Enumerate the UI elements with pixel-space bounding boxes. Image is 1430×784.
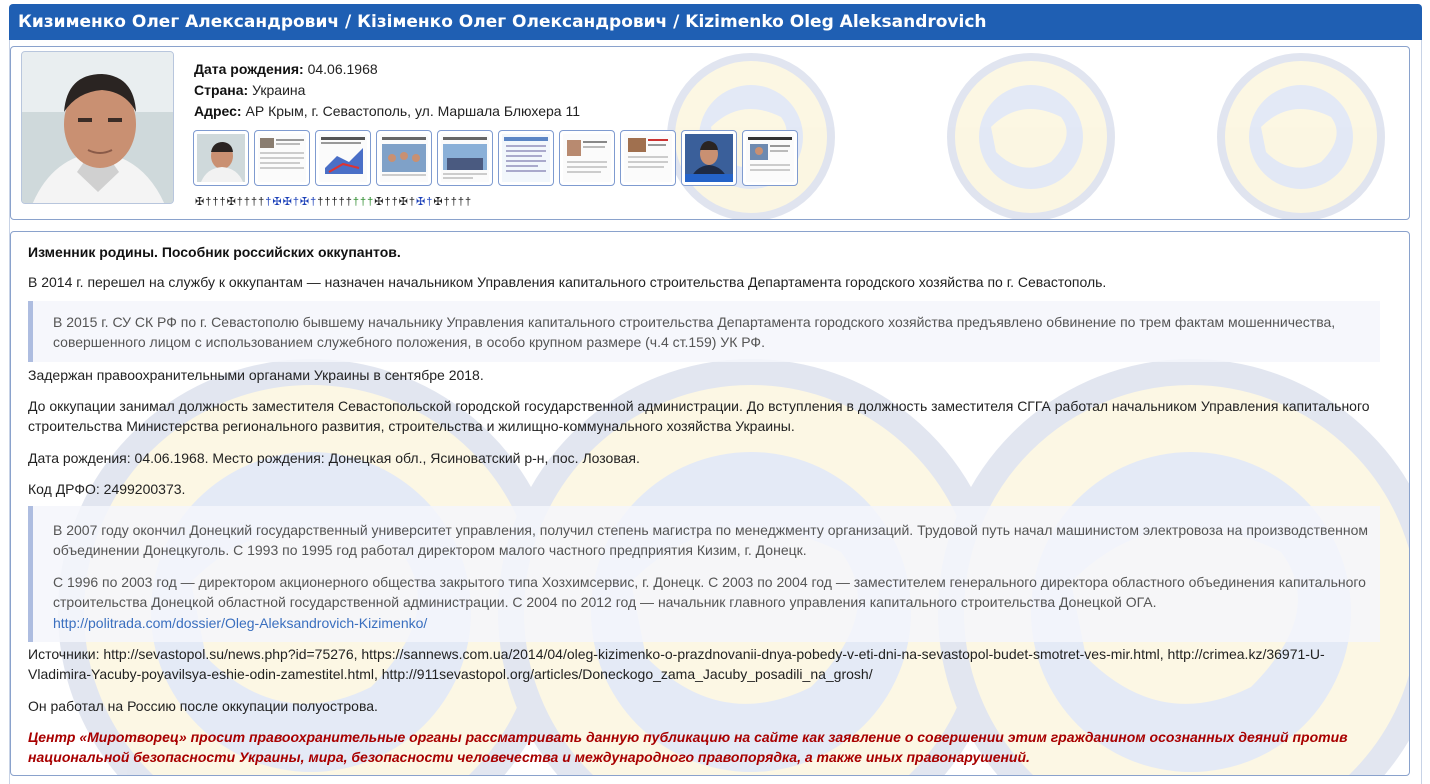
profile-info xyxy=(194,59,580,122)
blockquote-charges xyxy=(28,301,1380,362)
document-thumbnail-icon xyxy=(563,134,611,182)
person-photo-icon xyxy=(197,134,245,182)
profile-photo[interactable] xyxy=(21,51,174,204)
cross-group: ✠†††✠†††† xyxy=(195,196,266,208)
document-thumbnail-icon xyxy=(258,134,306,182)
document-thumbnail-icon xyxy=(502,134,550,182)
quote-text: С 1996 по 2003 год — директором акционерного общества закрытого типа Хозхимсервис, г. Донецк. С 2003 по 2004 год — заместителем генерального директора областного объединения капитального строительства Донецкой областной государственной администрации. С 2004 по 2012 год — начальник главного управления капитального строительства Донецкой ОГА. xyxy=(53,574,1366,610)
address-value: АР Крым, г. Севастополь, ул. Маршала Блюхера 11 xyxy=(245,103,581,119)
quote-text: В 2007 году окончил Донецкий государственный университет управления, получил степень магистра по менеджменту организаций. Трудовой путь начал машинистом электровоза на производственном объединении Донецкуголь. С 1993 по 1995 год работал директором малого частного предприятия Кизим, г. Донецк. xyxy=(53,522,1368,558)
gallery-thumbnail[interactable] xyxy=(254,130,310,186)
blockquote-biography xyxy=(28,506,1380,642)
cross-group: †✠✠†✠† xyxy=(265,196,318,208)
birth-label: Дата рождения: xyxy=(194,61,304,77)
gallery-thumbnail[interactable] xyxy=(315,130,371,186)
article-paragraph: До оккупации занимал должность заместителя Севастопольской городской государственной администрации. До вступления в должность заместителя СГГА работал начальником Управления капитального строительства Министерства регионального развития, строительства и жилищно-коммунального хозяйства Украины. xyxy=(28,398,1370,434)
gallery-thumbnail[interactable] xyxy=(376,130,432,186)
person-photo-icon xyxy=(22,52,174,204)
watermark-seal-icon xyxy=(1221,57,1381,217)
document-thumbnail-icon xyxy=(746,134,794,182)
document-thumbnail-icon xyxy=(319,134,367,182)
address-label: Адрес: xyxy=(194,103,242,119)
gallery-thumbnail[interactable] xyxy=(620,130,676,186)
country-value: Украина xyxy=(252,82,306,98)
page-title: Кизименко Олег Александрович / Кізіменко Олег Олександрович / Kizimenko Oleg Aleksandrovich xyxy=(9,4,1422,40)
person-photo-icon xyxy=(685,134,733,182)
gallery-thumbnail[interactable] xyxy=(498,130,554,186)
article-paragraph: В 2014 г. перешел на службу к оккупантам — назначен начальником Управления капитального строительства Департамента городского хозяйства по г. Севастополь. xyxy=(28,274,1107,290)
cross-group: ✠†††† xyxy=(433,196,473,208)
gallery-thumbnail[interactable] xyxy=(742,130,798,186)
document-thumbnail-icon xyxy=(624,134,672,182)
article-paragraph: Код ДРФО: 2499200373. xyxy=(28,481,186,497)
article-paragraph: Задержан правоохранительными органами Украины в сентябре 2018. xyxy=(28,367,484,383)
sources-paragraph: Источники: http://sevastopol.su/news.php?id=75276, https://sannews.com.ua/2014/04/oleg-kizimenko-o-prazdnovanii-dnya-pobedy-v-eti-dni-na-sevastopol-budet-smotret-ves-mir.html, http://crimea.kz/36971-U-Vladimira-Yacuby-poyavilsya-eshie-odin-zamestitel.html, http://911sevastopol.org/articles/Doneckogo_zama_Jacuby_posadili_na_grosh/ xyxy=(28,646,1325,682)
gallery-thumbnail[interactable] xyxy=(681,130,737,186)
quote-text: В 2015 г. СУ СК РФ по г. Севастополю бывшему начальнику Управления капитального строительства Департамента городского хозяйства предъявлено обвинение по трем фактам мошенничества, совершенного лицом с использованием служебного положения, в особо крупном размере (ч.4 ст.159) УК РФ. xyxy=(53,314,1336,350)
article-heading: Изменник родины. Пособник российских оккупантов. xyxy=(28,244,401,260)
group-photo-thumbnail-icon xyxy=(380,134,428,182)
group-photo-thumbnail-icon xyxy=(441,134,489,182)
watermark-seal-icon xyxy=(951,57,1111,217)
birth-value: 04.06.1968 xyxy=(307,61,378,77)
gallery-thumbnail[interactable] xyxy=(559,130,615,186)
cross-group: ††††† xyxy=(317,196,353,208)
country-label: Страна: xyxy=(194,82,249,98)
cross-group: ✠† xyxy=(416,196,434,208)
cross-group: ††† xyxy=(352,196,375,208)
cross-group: ✠††✠† xyxy=(374,196,417,208)
gallery-thumbnail[interactable] xyxy=(193,130,249,186)
legal-warning: Центр «Миротворец» просит правоохранительные органы рассматривать данную публикацию на сайте как заявление о совершении этим гражданином осознанных деяний против национальной безопасности Украины, мира, безопасности человечества и международного правопорядка, а также иных правонарушений. xyxy=(28,729,1348,765)
memorial-crosses xyxy=(195,195,472,208)
article-paragraph: Он работал на Россию после оккупации полуострова. xyxy=(28,698,378,714)
gallery-thumbnail[interactable] xyxy=(437,130,493,186)
article-paragraph: Дата рождения: 04.06.1968. Место рождения: Донецкая обл., Ясиноватский р-н, пос. Лозовая. xyxy=(28,450,640,466)
source-link[interactable]: http://politrada.com/dossier/Oleg-Aleksandrovich-Kizimenko/ xyxy=(53,615,428,631)
